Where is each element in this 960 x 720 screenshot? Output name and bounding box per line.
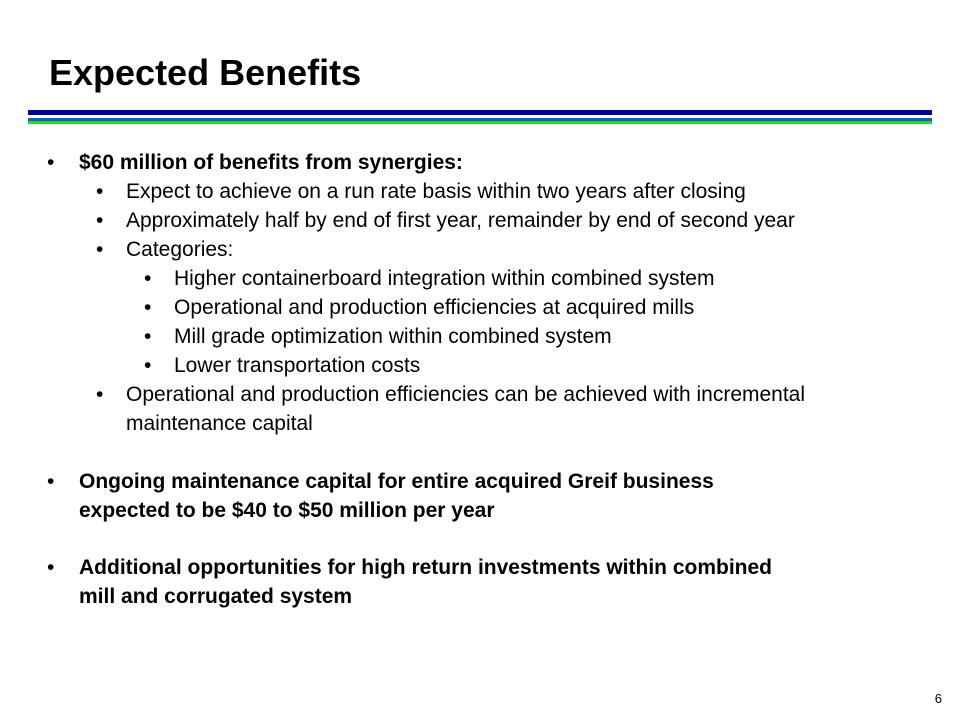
header-rule-green [28, 121, 932, 124]
sub-bullet-categories: Categories: [126, 238, 234, 261]
bullet-icon: • [144, 267, 152, 290]
bullet-continuation: mill and corrugated system [79, 585, 353, 608]
bullet-icon: • [96, 209, 104, 232]
category-item: Operational and production efficiencies at acquired mills [174, 296, 695, 319]
sub-bullet: Operational and production efficiencies can be achieved with incremental [126, 383, 806, 406]
bullet-continuation: expected to be $40 to $50 million per year [79, 499, 495, 522]
bullet-icon: • [96, 238, 104, 261]
bullet-icon: • [96, 180, 104, 203]
bullet-icon: • [47, 556, 55, 579]
bullet-icon: • [96, 383, 104, 406]
bullet-synergies: $60 million of benefits from synergies: [79, 151, 463, 174]
bullet-icon: • [47, 470, 55, 493]
category-item: Higher containerboard integration within combined system [174, 267, 715, 290]
bullet-icon: • [47, 151, 55, 174]
category-item: Lower transportation costs [174, 354, 421, 377]
category-item: Mill grade optimization within combined system [174, 325, 612, 348]
sub-bullet-continuation: maintenance capital [126, 412, 313, 435]
slide-title: Expected Benefits [49, 52, 362, 93]
header-rule-navy [28, 110, 932, 115]
sub-bullet: Expect to achieve on a run rate basis within two years after closing [126, 180, 746, 203]
bullet-additional-opportunities: Additional opportunities for high return investments within combined [79, 556, 772, 579]
bullet-maintenance-capital: Ongoing maintenance capital for entire acquired Greif business [79, 470, 714, 493]
page-number: 6 [934, 691, 942, 706]
bullet-icon: • [144, 296, 152, 319]
sub-bullet: Approximately half by end of first year, remainder by end of second year [126, 209, 795, 232]
bullet-icon: • [144, 325, 152, 348]
bullet-icon: • [144, 354, 152, 377]
